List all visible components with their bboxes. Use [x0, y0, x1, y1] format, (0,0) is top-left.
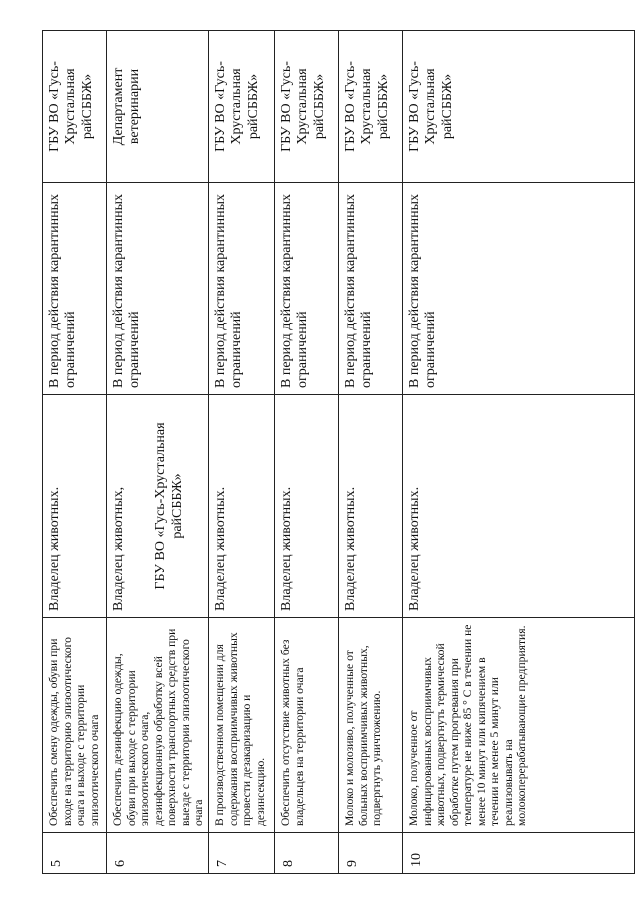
row-number: 6: [107, 833, 209, 874]
responsible-cell: [107, 395, 209, 618]
executor-cell: ГБУ ВО «Гусь-Хрустальная райСББЖ»: [402, 31, 634, 183]
term-cell: В период действия карантинных ограничений: [338, 183, 402, 395]
action-cell: Молоко, полученное от инфицированных восприимчивых животных, подвергнуть термической обработке путем прогревания при температуре не ниже 85 ° С в течении не менее 10 минут или кипячением в течении не менее 5 минут или реализовывать на молокоперерабатывающие предприятия.: [402, 618, 634, 833]
responsible-cell: Владелец животных.: [338, 395, 402, 618]
table-row: [43, 31, 107, 874]
executor-cell: ГБУ ВО «Гусь-Хрустальная райСББЖ»: [208, 31, 274, 183]
executor-cell: ГБУ ВО «Гусь-Хрустальная райСББЖ»: [43, 31, 107, 183]
executor-cell: ГБУ ВО «Гусь-Хрустальная райСББЖ»: [274, 31, 338, 183]
action-cell: В производственном помещении для содержания восприимчивых животных провести дезакаризацию и дезинсекцию.: [208, 618, 274, 833]
table-row: [338, 31, 402, 874]
table-row: [274, 31, 338, 874]
responsible-cell: Владелец животных.: [402, 395, 634, 618]
responsible-cell: Владелец животных.: [43, 395, 107, 618]
term-cell: В период действия карантинных ограничений: [208, 183, 274, 395]
table-row: [208, 31, 274, 874]
term-cell: В период действия карантинных ограничений: [107, 183, 209, 395]
row-number: 8: [274, 833, 338, 874]
executor-cell: Департамент ветеринарии: [107, 31, 209, 183]
row-number: 7: [208, 833, 274, 874]
measures-table: [42, 30, 635, 874]
row-number: 9: [338, 833, 402, 874]
term-cell: В период действия карантинных ограничений: [274, 183, 338, 395]
executor-cell: ГБУ ВО «Гусь-Хрустальная райСББЖ»: [338, 31, 402, 183]
term-cell: В период действия карантинных ограничений: [43, 183, 107, 395]
row-number: 10: [402, 833, 634, 874]
responsible-line-2: ГБУ ВО «Гусь-Хрустальная райСББЖ»: [153, 422, 185, 590]
responsible-line-1: Владелец животных,: [111, 486, 126, 611]
responsible-cell: Владелец животных.: [208, 395, 274, 618]
action-cell: Обеспечить отсутствие животных без владельцев на территории очага: [274, 618, 338, 833]
rotated-table-wrapper: [42, 31, 622, 874]
row-number: 5: [43, 833, 107, 874]
action-cell: Обеспечить дезинфекцию одежды, обуви при выходе с территории эпизоотического очага, дезинфекционную обработку всей поверхности транспортных средств при выезде с территории эпизоотического очага: [107, 618, 209, 833]
responsible-cell: Владелец животных.: [274, 395, 338, 618]
action-cell: Молоко и молозиво, полученные от больных восприимчивых животных, подвергнуть уничтожению.: [338, 618, 402, 833]
table-row: [107, 31, 209, 874]
document-page: [26, 0, 614, 905]
table-row: [402, 31, 634, 874]
action-cell: Обеспечить смену одежды, обуви при входе на территорию эпизоотического очага и выходе с территории эпизоотического очага: [43, 618, 107, 833]
term-cell: В период действия карантинных ограничений: [402, 183, 634, 395]
